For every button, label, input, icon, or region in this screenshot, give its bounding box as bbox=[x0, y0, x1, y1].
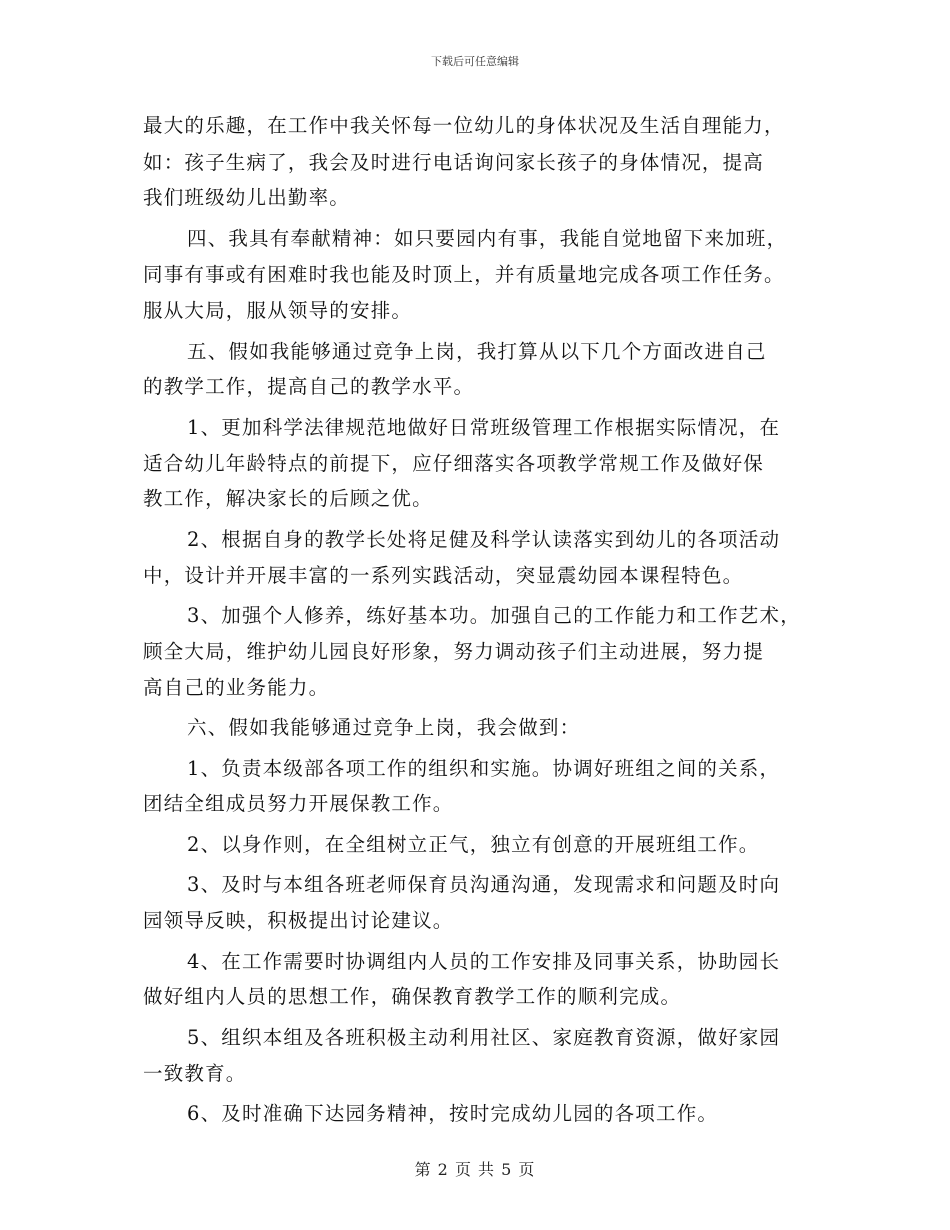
text-line: 做好组内人员的思想工作，确保教育教学工作的顺利完成。 bbox=[143, 985, 682, 1008]
text-line: 1、更加科学法律规范地做好日常班级管理工作根据实际情况，在 bbox=[187, 416, 781, 439]
text-line: 一致教育。 bbox=[143, 1062, 247, 1085]
text-line: 3、加强个人修养，练好基本功。加强自己的工作能力和工作艺术， bbox=[187, 604, 801, 627]
text-line: 中，设计并开展丰富的一系列实践活动，突显震幼园本课程特色。 bbox=[143, 564, 744, 587]
page-header: 下载后可任意编辑 bbox=[431, 55, 519, 68]
text-line: 我们班级幼儿出勤率。 bbox=[143, 186, 351, 209]
page-footer: 第 2 页 共 5 页 bbox=[414, 1160, 536, 1179]
text-line: 适合幼儿年龄特点的前提下，应仔细落实各项教学常规工作及做好保 bbox=[143, 452, 765, 475]
text-line: 教工作，解决家长的后顾之优。 bbox=[143, 487, 433, 510]
text-line: 同事有事或有困难时我也能及时顶上，并有质量地完成各项工作任务。 bbox=[143, 263, 785, 286]
text-line: 如：孩子生病了，我会及时进行电话询问家长孩子的身体情况，提高 bbox=[143, 151, 765, 174]
text-line: 6、及时准确下达园务精神，按时完成幼儿园的各项工作。 bbox=[187, 1102, 719, 1125]
text-line: 2、以身作则，在全组树立正气，独立有创意的开展班组工作。 bbox=[187, 833, 760, 856]
text-line: 2、根据自身的教学长处将足健及科学认读落实到幼儿的各项活动 bbox=[187, 528, 781, 551]
text-line: 顾全大局，维护幼儿园良好形象，努力调动孩子们主动进展，努力提 bbox=[143, 640, 765, 663]
text-line: 1、负责本级部各项工作的组织和实施。协调好班组之间的关系， bbox=[187, 757, 781, 780]
text-line: 高自己的业务能力。 bbox=[143, 676, 330, 699]
text-line: 团结全组成员努力开展保教工作。 bbox=[143, 792, 454, 815]
text-line: 园领导反映，积极提出讨论建议。 bbox=[143, 909, 454, 932]
text-line: 4、在工作需要时协调组内人员的工作安排及同事关系，协助园长 bbox=[187, 950, 781, 973]
text-line: 5、组织本组及各班积极主动利用社区、家庭教育资源，做好家园 bbox=[187, 1026, 781, 1049]
text-line: 四、我具有奉献精神：如只要园内有事，我能自觉地留下来加班， bbox=[187, 227, 788, 250]
text-line: 3、及时与本组各班老师保育员沟通沟通，发现需求和问题及时向 bbox=[187, 873, 781, 896]
text-line: 服从大局，服从领导的安排。 bbox=[143, 299, 413, 322]
text-line: 最大的乐趣，在工作中我关怀每一位幼儿的身体状况及生活自理能力， bbox=[143, 114, 785, 137]
text-line: 五、假如我能够通过竞争上岗，我打算从以下几个方面改进自己 bbox=[187, 340, 767, 363]
text-line: 的教学工作，提高自己的教学水平。 bbox=[143, 375, 475, 398]
text-line: 六、假如我能够通过竞争上岗，我会做到： bbox=[187, 716, 581, 739]
